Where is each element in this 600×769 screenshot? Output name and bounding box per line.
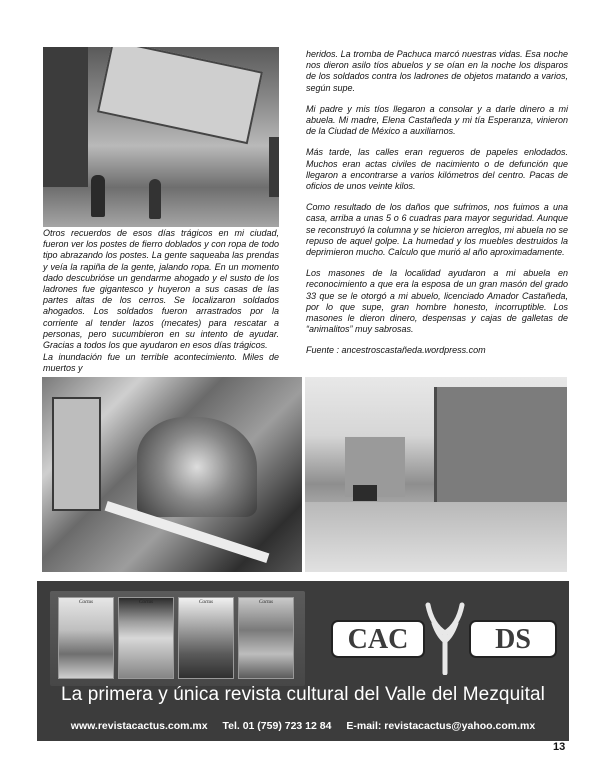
photo-person-figure [91,175,105,217]
magazine-cover-title: Cactus [199,600,213,605]
photo-debris-pile [137,417,257,517]
right-paragraph-2: Mi padre y mis tíos llegaron a consolar y a darle dinero a mi abuela. Mi madre, Elena Castañeda y mi tía Esperanza, vinieron de la Ciudad de México a auxiliarnos. [306,103,568,137]
logo-text-left: CAC [347,624,409,655]
photo-person-figure [149,179,161,219]
right-paragraph-3: Más tarde, las calles eran regueros de papeles enlodados. Muchos eran actas civiles de nacimiento o de defunción que llegaron a encontrarse a varios kilómetros del centro. Pacas de oficios de unos veinte kilos. [306,147,568,192]
left-paragraph-2: La inundación fue un terrible acontecimiento. Miles de muertos y [43,352,279,374]
flood-damage-photo-top [43,47,279,227]
left-paragraph-1: Otros recuerdos de esos días trágicos en mi ciudad, fueron ver los postes de fierro doblados y con ropa de todo tipo abrazando los postes. La gente saqueaba las prendas y veía la rapiña de la gente, jalando ropa. En un momento dado descubrióse un gendarme ahogado y el susto de los ladrones fue gigantesco y huyeron a sus casas de las partes altas de los cerros. Se localizaron soldados ahogados. Los soldados fueron arrastrados por la corriente al tender lazos (mecates) para rescatar a personas, pero sucumbieron en su intento de ayudar. Gracias a todos los que ayudaron en esos días trágicos. [43,228,279,351]
magazine-cover [118,597,174,679]
photo-collapsed-slab [97,47,263,144]
source-line: Fuente : ancestroscastañeda.wordpress.com [306,345,486,356]
magazine-cover-title: Cactus [139,600,153,605]
magazine-cover-title: Cactus [259,600,273,605]
cactus-magazine-ad-banner [37,581,569,741]
photo-vehicle-shape [353,485,377,501]
photo-door-shape [52,397,101,511]
right-paragraph-1: heridos. La tromba de Pachuca marcó nuestras vidas. Esa noche nos dieron asilo tíos abuelos y se oían en la noche los disparos de los soldados contra los ladrones de objetos matando a varios, según supe. [306,49,568,93]
flooded-street-photo-right [305,377,567,572]
logo-text-right: DS [495,624,531,655]
left-column-text [43,228,279,361]
email-link[interactable]: E-mail: revistacactus@yahoo.com.mx [346,720,536,732]
banner-contact-line [37,720,569,732]
magazine-cover [178,597,234,679]
photo-building-shape [434,387,567,502]
magazine-cover [238,597,294,679]
magazine-covers-strip [50,591,305,686]
magazine-cover-title: Cactus [79,600,93,605]
cactus-logo [330,595,560,675]
left-column-text-end [43,352,279,384]
flood-debris-photo-left [42,377,302,572]
phone-number: Tel. 01 (759) 723 12 84 [222,720,332,732]
magazine-cover [58,597,114,679]
right-column-text [306,49,568,367]
photo-person-figure [269,137,279,197]
logo-cactus-icon [428,605,462,673]
website-link[interactable]: www.revistacactus.com.mx [70,720,208,732]
right-paragraph-5: Los masones de la localidad ayudaron a mi abuela en reconocimiento a que era la esposa de un gran masón del grado 33 que se le otorgó a mi abuelo, licenciado Amador Castañeda, por lo que supe, gran hombre honesto, incorruptible. Los masones le dieron dinero, despensas y cajas de galletas de “animalitos” muy sabrosas. [306,268,568,335]
right-paragraph-4: Como resultado de los daños que sufrimos, nos fuimos a una casa, arriba a unas 5 o 6 cuadras para mayor seguridad. Aunque se reconstruyó la columna y se hicieron arreglos, mi abuela no se repuso de aquel golpe. La humedad y los muebles destruidos la deprimieron mucho. Calculo que murió al año aproximadamente. [306,202,568,258]
photo-street-shape [305,502,567,572]
photo-wall-shape [43,47,88,187]
page-number: 13 [553,741,566,753]
banner-tagline: La primera y única revista cultural del Valle del Mezquital [61,684,545,705]
